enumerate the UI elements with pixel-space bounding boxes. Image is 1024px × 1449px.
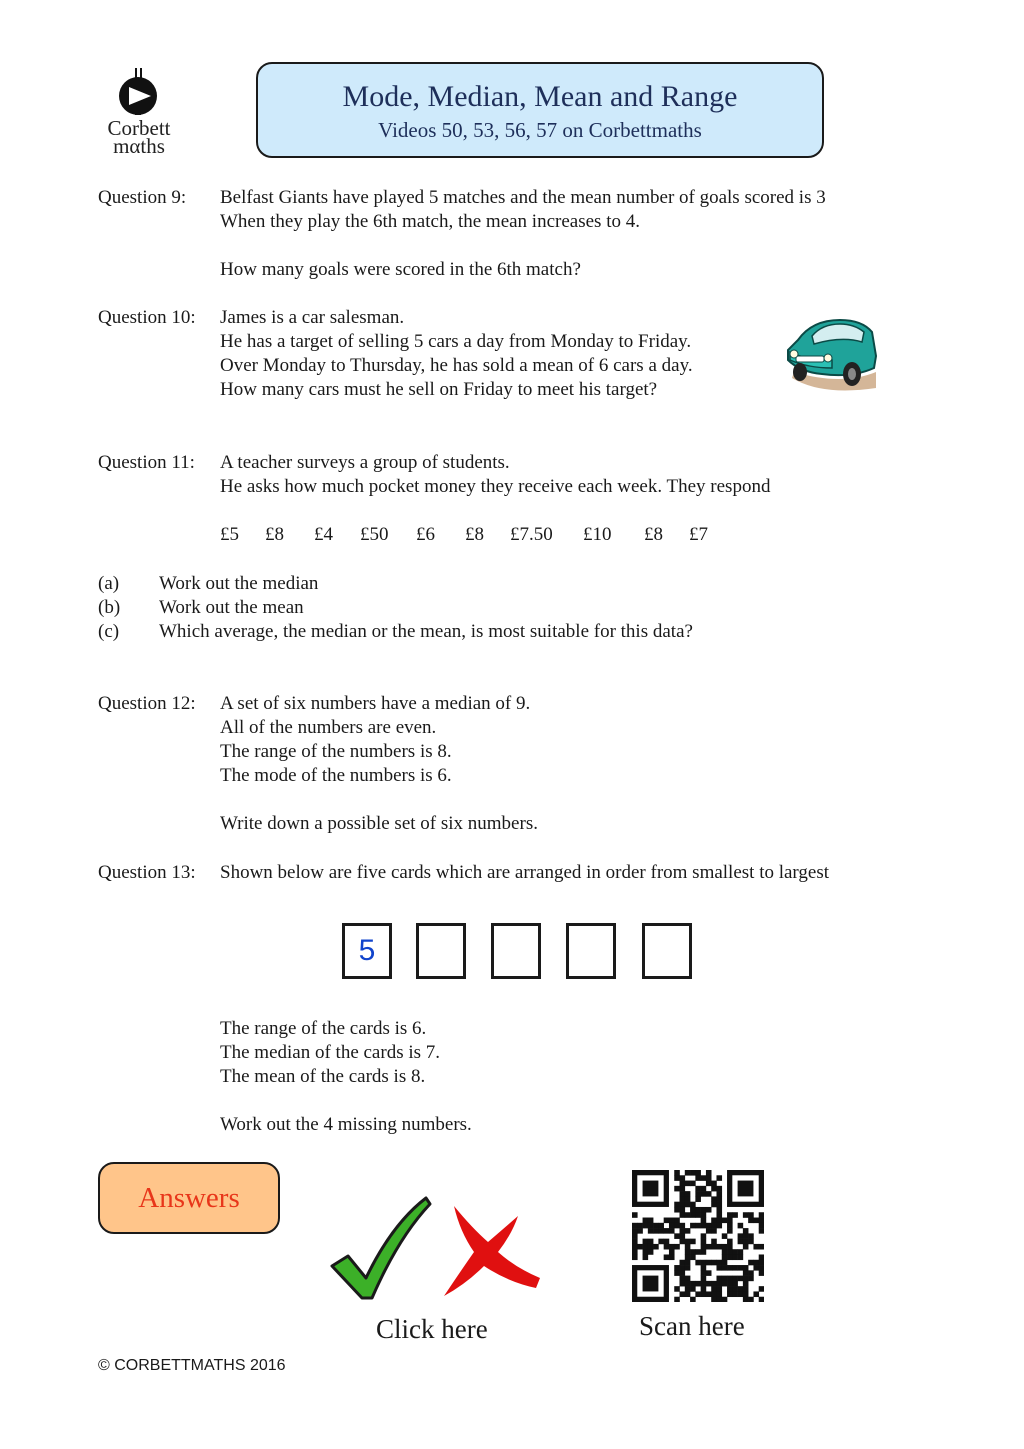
question-12-line: The range of the numbers is 8. — [220, 741, 452, 762]
question-10-line: He has a target of selling 5 cars a day from Monday to Friday. — [220, 331, 692, 352]
question-10-line: Over Monday to Thursday, he has sold a mean of 6 cars a day. — [220, 355, 693, 376]
question-9-line: How many goals were scored in the 6th match? — [220, 259, 581, 280]
cone-icon — [98, 66, 180, 116]
pocket-money-value: £5 — [220, 524, 239, 545]
qr-code-icon — [632, 1170, 764, 1302]
number-card-blank — [566, 923, 616, 979]
question-12-label: Question 12: — [98, 693, 196, 714]
copyright: © CORBETTMATHS 2016 — [98, 1357, 286, 1374]
question-13-label: Question 13: — [98, 862, 196, 883]
question-12-line: All of the numbers are even. — [220, 717, 437, 738]
question-9-line: When they play the 6th match, the mean increases to 4. — [220, 211, 640, 232]
number-card: 5 — [342, 923, 392, 979]
part-label: (a) — [98, 573, 120, 594]
question-10-line: James is a car salesman. — [220, 307, 405, 328]
question-10-line: How many cars must he sell on Friday to meet his target? — [220, 379, 658, 400]
number-card-blank — [642, 923, 692, 979]
pocket-money-value: £7 — [689, 524, 708, 545]
pocket-money-value: £7.50 — [510, 524, 553, 545]
corbettmaths-logo — [98, 66, 180, 158]
logo-word-2: mαths — [113, 134, 165, 158]
question-12-line: The mode of the numbers is 6. — [220, 765, 452, 786]
part-label: (b) — [98, 597, 121, 618]
page-title: Mode, Median, Mean and Range — [342, 80, 738, 113]
logo-word-1: Corbett — [107, 116, 171, 140]
pocket-money-value: £8 — [644, 524, 663, 545]
pocket-money-value: £4 — [314, 524, 333, 545]
number-card-blank — [491, 923, 541, 979]
question-13-intro: Shown below are five cards which are arranged in order from smallest to largest — [220, 862, 830, 883]
page-subtitle: Videos 50, 53, 56, 57 on Corbettmaths — [378, 118, 702, 142]
question-13-line: The range of the cards is 6. — [220, 1018, 427, 1039]
click-here-link[interactable]: Click here — [376, 1314, 488, 1344]
tick-icon[interactable] — [326, 1194, 434, 1302]
question-10-label: Question 10: — [98, 307, 196, 328]
pocket-money-value: £50 — [360, 524, 389, 545]
question-13-line: The mean of the cards is 8. — [220, 1066, 426, 1087]
part-text: Work out the median — [159, 573, 319, 594]
pocket-money-value: £10 — [583, 524, 612, 545]
question-9-line: Belfast Giants have played 5 matches and the mean number of goals scored is 3 — [220, 187, 826, 208]
number-card-blank — [416, 923, 466, 979]
question-12-line: Write down a possible set of six numbers. — [220, 813, 538, 834]
title-box — [256, 62, 824, 158]
question-12-line: A set of six numbers have a median of 9. — [220, 693, 531, 714]
pocket-money-value: £8 — [265, 524, 284, 545]
cross-icon[interactable] — [440, 1202, 544, 1302]
question-11-line: A teacher surveys a group of students. — [220, 452, 510, 473]
pocket-money-value: £8 — [465, 524, 484, 545]
part-label: (c) — [98, 621, 120, 642]
answers-button[interactable]: Answers — [98, 1162, 280, 1234]
pocket-money-value: £6 — [416, 524, 435, 545]
scan-here-label: Scan here — [639, 1311, 745, 1341]
question-9-label: Question 9: — [98, 187, 187, 208]
part-text: Work out the mean — [159, 597, 304, 618]
question-11-line: He asks how much pocket money they receive each week. They respond — [220, 476, 771, 497]
question-11-label: Question 11: — [98, 452, 195, 473]
question-13-line: The median of the cards is 7. — [220, 1042, 441, 1063]
car-icon — [782, 316, 878, 400]
part-text: Which average, the median or the mean, is most suitable for this data? — [159, 621, 693, 642]
question-13-line: Work out the 4 missing numbers. — [220, 1114, 472, 1135]
